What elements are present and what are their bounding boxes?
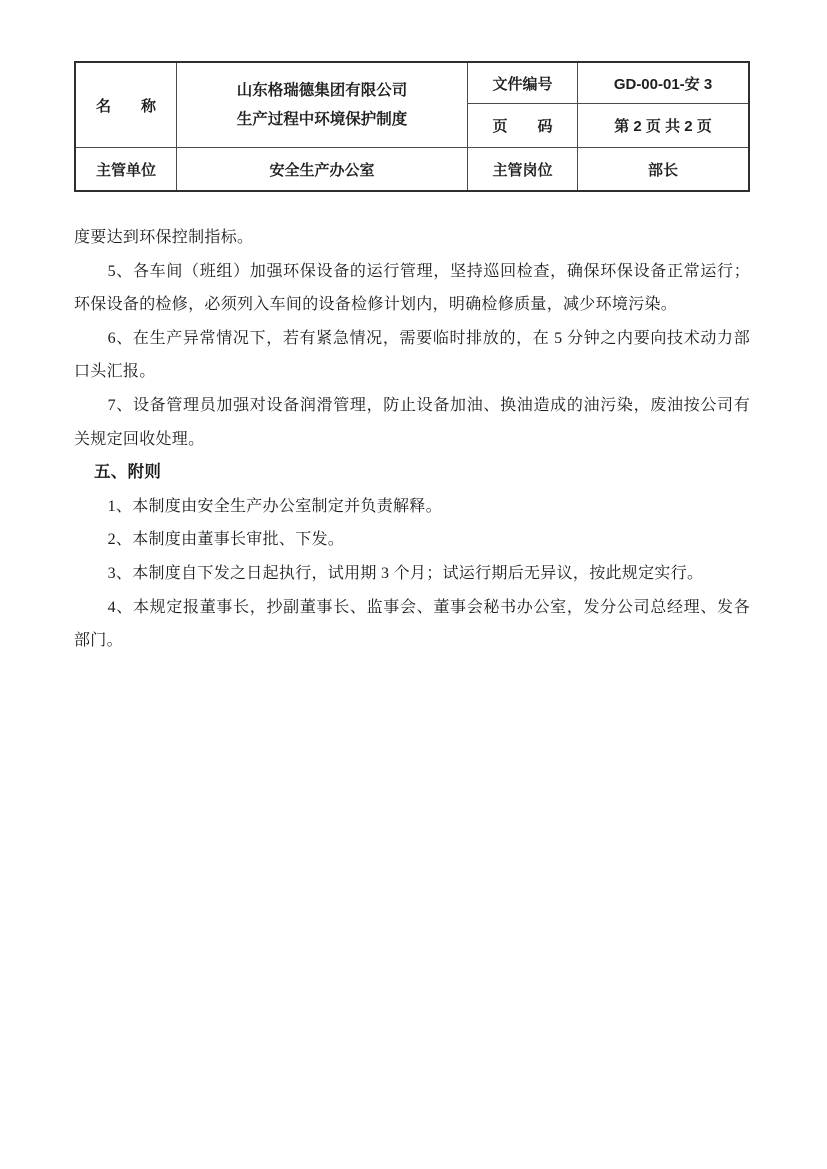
doc-number-value-cell: GD-00-01-安 3: [578, 63, 748, 104]
page-number-value-cell: 第 2 页 共 2 页: [578, 104, 748, 148]
page-number-label-cell: 页 码: [468, 104, 578, 148]
list-item: 1、本制度由安全生产办公室制定并负责解释。: [107, 497, 442, 515]
body-paragraph: 度要达到环保控制指标。: [74, 229, 254, 246]
list-item: 3、本制度自下发之日起执行，试用期 3 个月；试运行期后无异议，按此规定实行。: [107, 564, 704, 582]
section-heading: 五、附则: [94, 463, 162, 482]
body-paragraph: 7、设备管理员加强对设备润滑管理，防止设备加油、换油造成的油污染，废油按公司有关规定回收处理。: [74, 396, 750, 448]
document-header-table: [74, 61, 750, 192]
list-item: 2、本制度由董事长审批、下发。: [107, 531, 345, 549]
managing-unit-label-cell: 主管单位: [76, 148, 177, 190]
name-label-cell: 名 称: [76, 63, 177, 148]
document-title: 生产过程中环境保护制度: [236, 111, 408, 128]
company-name: 山东格瑞德集团有限公司: [236, 82, 408, 99]
managing-unit-value-cell: 安全生产办公室: [177, 148, 468, 190]
managing-post-value-cell: 部长: [647, 161, 678, 179]
list-item: 4、本规定报董事长，抄副董事长、监事会、董事会秘书办公室，发分公司总经理、发各部门。: [74, 598, 750, 650]
body-paragraph: 5、各车间（班组）加强环保设备的运行管理，坚持巡回检查，确保环保设备正常运行；环保设备的检修，必须列入车间的设备检修计划内，明确检修质量，减少环境污染。: [74, 262, 750, 314]
document-body: [74, 221, 750, 658]
managing-post-label-cell: 主管岗位: [468, 148, 578, 190]
doc-number-label-cell: 文件编号: [468, 63, 578, 104]
document-title-cell: [177, 63, 468, 148]
body-paragraph: 6、在生产异常情况下，若有紧急情况，需要临时排放的，在 5 分钟之内要向技术动力部口头汇报。: [74, 329, 750, 381]
